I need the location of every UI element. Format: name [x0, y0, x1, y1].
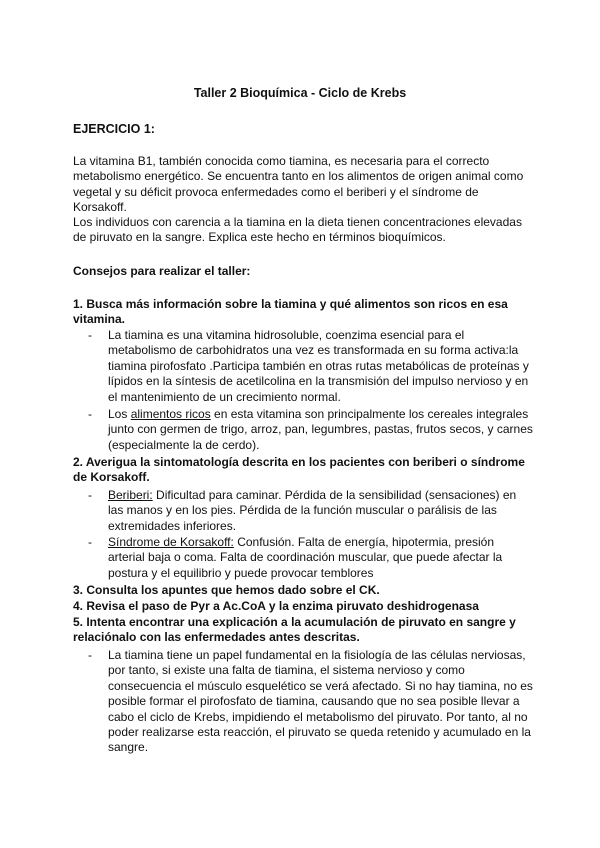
- bullet-text: La tiamina es una vitamina hidrosoluble, coenzima esencial para el metabolismo de carbohidratos una vez es transformada en su forma activa:la tiamina pirofosfato .Participa también en otras rutas metabólicas de proteínas y lípidos en la síntesis de acetilcolina en la transmisión del impulso nervioso y en el mantenimiento de un crecimiento normal.: [108, 328, 529, 404]
- bullet-dash: -: [88, 328, 92, 342]
- korsakoff-term: Síndrome de Korsakoff:: [108, 535, 234, 549]
- step-1: 1. Busca más información sobre la tiamina y qué alimentos son ricos en esa vitamina.: [73, 297, 508, 327]
- beriberi-term: Beriberi:: [108, 488, 153, 502]
- step-2-bullet-1: [88, 488, 533, 534]
- tips-heading: Consejos para realizar el taller:: [73, 264, 251, 278]
- bullet-text-suffix: en esta vitamina son principalmente los cereales integrales junto con germen de trigo, arroz, pan, legumbres, pastas, frutos secos, y carnes (especialmente la de cerdo).: [108, 407, 533, 452]
- step-5-bullet-1: [88, 648, 533, 756]
- alimentos-ricos-link[interactable]: alimentos ricos: [130, 407, 211, 421]
- step-4: 4. Revisa el paso de Pyr a Ac.CoA y la enzima piruvato deshidrogenasa: [73, 599, 479, 613]
- bullet-dash: -: [88, 648, 92, 662]
- exercise-heading: EJERCICIO 1:: [73, 122, 155, 136]
- step-1-bullet-2: [88, 407, 533, 453]
- step-2: 2. Averigua la sintomatología descrita en los pacientes con beriberi o síndrome de Korsakoff.: [73, 455, 525, 485]
- bullet-dash: -: [88, 535, 92, 549]
- bullet-text: [108, 407, 533, 453]
- bullet-dash: -: [88, 407, 92, 421]
- bullet-text: La tiamina tiene un papel fundamental en la fisiología de las células nerviosas, por tanto, si existe una falta de tiamina, el sistema nervioso y como consecuencia el músculo esquelético se verá afectado. Si no hay tiamina, no es posible formar el pirofosfato de tiamina, causando que no sea posible llevar a cabo el ciclo de Krebs, impidiendo el metabolismo del piruvato. Por tanto, al no poder realizarse esta reacción, el piruvato se queda retenido y acumulado en la sangre.: [108, 648, 533, 755]
- step-1-bullet-1: [88, 328, 533, 405]
- korsakoff-description: Confusión. Falta de energía, hipotermia, presión arterial baja o coma. Falta de coordinación muscular, que puede afectar la postura y el equilibrio y puede provocar temblores: [108, 535, 503, 580]
- step-3: 3. Consulta los apuntes que hemos dado sobre el CK.: [73, 583, 380, 597]
- bullet-text-prefix: Los: [108, 407, 131, 421]
- bullet-text: [108, 488, 533, 534]
- step-5: 5. Intenta encontrar una explicación a la acumulación de piruvato en sangre y relaciónalo con las enfermedades antes descritas.: [73, 615, 516, 645]
- intro-paragraph-2: Los individuos con carencia a la tiamina en la dieta tienen concentraciones elevadas de piruvato en la sangre. Explica este hecho en términos bioquímicos.: [73, 215, 522, 245]
- bullet-dash: -: [88, 488, 92, 502]
- intro-paragraph-1: La vitamina B1, también conocida como tiamina, es necesaria para el correcto metabolismo energético. Se encuentra tanto en los alimentos de origen animal como vegetal y su déficit provoca enfermedades como el beriberi y el síndrome de Korsakoff.: [73, 154, 524, 215]
- bullet-text: [108, 535, 533, 581]
- beriberi-description: Dificultad para caminar. Pérdida de la sensibilidad (sensaciones) en las manos y en los pies. Pérdida de la función muscular o parálisis de las extremidades inferiores.: [108, 488, 517, 533]
- step-2-bullet-2: [88, 535, 533, 581]
- document-title: Taller 2 Bioquímica - Ciclo de Krebs: [193, 86, 407, 100]
